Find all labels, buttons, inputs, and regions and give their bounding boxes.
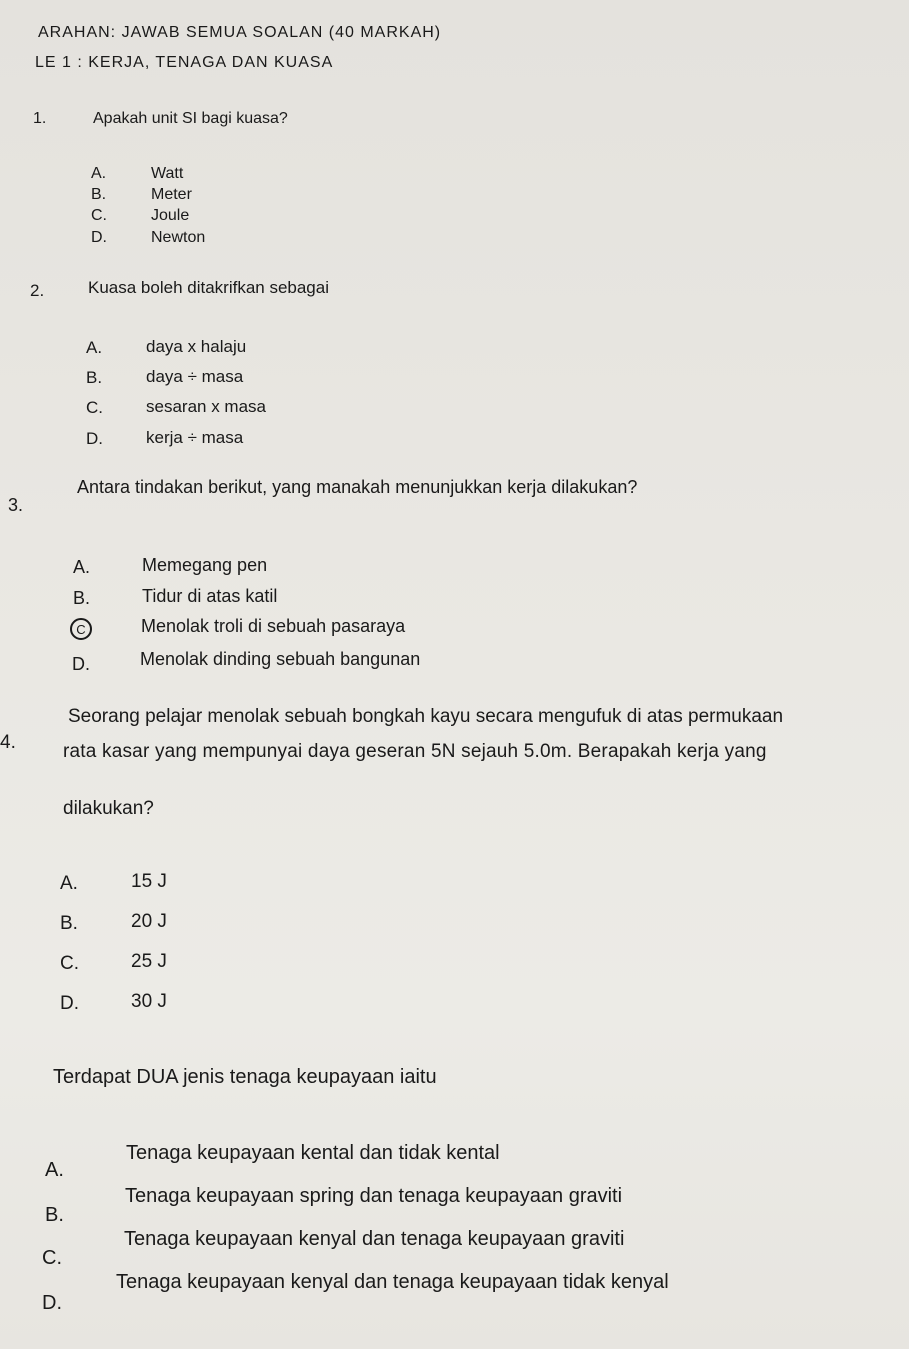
option-letter[interactable]: A. (73, 557, 91, 577)
option-letter[interactable]: B. (73, 588, 91, 608)
option-letter[interactable]: D. (42, 1292, 62, 1314)
option-text[interactable]: Newton (151, 229, 206, 246)
option-text[interactable]: 25 J (131, 951, 167, 972)
question-number: 4. (0, 732, 16, 753)
option-letter[interactable]: B. (91, 186, 107, 203)
option-text[interactable]: Menolak dinding sebuah bangunan (140, 649, 421, 669)
option-text[interactable]: Meter (151, 186, 192, 203)
option-text[interactable]: Tenaga keupayaan kenyal dan tenaga keupayaan tidak kenyal (116, 1271, 669, 1293)
option-text[interactable]: 30 J (131, 991, 167, 1012)
question-text: Apakah unit SI bagi kuasa? (93, 110, 288, 127)
option-text[interactable]: Tenaga keupayaan spring dan tenaga keupayaan graviti (125, 1185, 623, 1207)
option-letter[interactable]: A. (45, 1159, 64, 1181)
question-text-line: dilakukan? (63, 798, 154, 819)
option-letter[interactable]: A. (86, 338, 103, 357)
question-number: 2. (30, 281, 45, 300)
question-number: 1. (33, 110, 47, 127)
option-letter[interactable]: C. (91, 207, 107, 224)
option-letter[interactable]: D. (72, 654, 90, 674)
option-letter[interactable]: B. (86, 368, 103, 387)
question-text-line: rata kasar yang mempunyai daya geseran 5N sejauh 5.0m. Berapakah kerja yang (63, 741, 767, 762)
option-text[interactable]: daya ÷ masa (146, 367, 244, 386)
circled-answer-marker[interactable] (70, 618, 92, 640)
option-text[interactable]: Tidur di atas katil (142, 586, 278, 606)
option-letter[interactable]: C. (42, 1247, 62, 1269)
option-text[interactable]: 15 J (131, 871, 167, 892)
option-letter[interactable]: B. (60, 913, 78, 934)
option-letter: C (76, 621, 86, 637)
option-letter[interactable]: A. (91, 165, 107, 182)
question-text-line: Seorang pelajar menolak sebuah bongkah kayu secara mengufuk di atas permukaan (68, 706, 784, 727)
option-text[interactable]: daya x halaju (146, 337, 247, 356)
question-text: Antara tindakan berikut, yang manakah menunjukkan kerja dilakukan? (77, 477, 638, 497)
question-text: Terdapat DUA jenis tenaga keupayaan iaitu (53, 1066, 437, 1088)
option-text[interactable]: 20 J (131, 911, 167, 932)
option-text[interactable]: kerja ÷ masa (146, 428, 244, 447)
option-letter[interactable]: A. (60, 873, 78, 894)
option-text[interactable]: Menolak troli di sebuah pasaraya (141, 616, 406, 636)
question-number: 3. (8, 495, 24, 515)
option-text[interactable]: Joule (151, 207, 190, 224)
option-letter[interactable]: D. (86, 429, 103, 448)
option-letter[interactable]: C. (86, 398, 103, 417)
option-letter[interactable]: D. (60, 993, 79, 1014)
topic-header: LE 1 : KERJA, TENAGA DAN KUASA (35, 54, 334, 71)
option-text[interactable]: sesaran x masa (146, 397, 266, 416)
option-letter[interactable]: C. (60, 953, 79, 974)
option-text[interactable]: Tenaga keupayaan kental dan tidak kental (126, 1142, 500, 1164)
instruction-header: ARAHAN: JAWAB SEMUA SOALAN (40 MARKAH) (38, 24, 442, 41)
option-text[interactable]: Tenaga keupayaan kenyal dan tenaga keupayaan graviti (124, 1228, 625, 1250)
option-text[interactable]: Watt (151, 165, 184, 182)
option-text[interactable]: Memegang pen (142, 555, 268, 575)
option-letter[interactable]: D. (91, 229, 107, 246)
question-text: Kuasa boleh ditakrifkan sebagai (88, 278, 329, 297)
option-letter[interactable]: B. (45, 1204, 64, 1226)
